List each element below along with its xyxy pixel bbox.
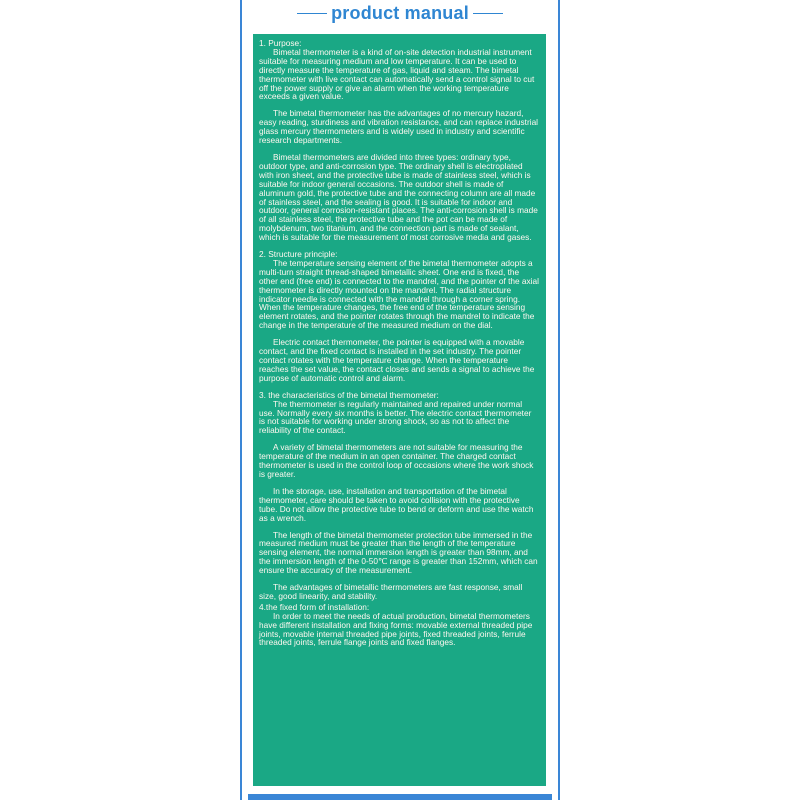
- section-heading-characteristics: 3. the characteristics of the bimetal thermometer:: [259, 389, 439, 400]
- section-heading-purpose: 1. Purpose:: [259, 38, 302, 48]
- page-title: product manual: [331, 2, 469, 23]
- manual-text-panel: [253, 34, 546, 786]
- section-paragraph: In order to meet the needs of actual production, bimetal thermometers have different installation and fixing forms: movable external threaded pipe joints, movable internal threaded pipe joints, fixed threaded joints, ferrule threaded joints, ferrule flange joints and fixed flanges.: [259, 610, 535, 648]
- page-header: [242, 0, 558, 26]
- section-heading-installation: 4.the fixed form of installation:: [259, 601, 370, 612]
- bottom-accent-bar: [248, 794, 552, 800]
- section-paragraph: The thermometer is regularly maintained and repaired under normal use. Normally every six months is better. The electric contact thermometer is not suitable for working under strong shock, so as not to affect the reliability of the contact.: [259, 398, 534, 436]
- section-paragraph: The temperature sensing element of the bimetal thermometer adopts a multi-turn straight thread-shaped bimetallic sheet. One end is fixed, the other end (free end) is connected to the mandrel, and the pointer of the axial thermometer is directly mounted on the mandrel. The radial structure indicator needle is connected with the mandrel through a corner spring. When the temperature changes, the free end of the temperature sensing element rotates, and the pointer rotates through the mandrel to indicate the change in the temperature of the measured medium on the dial.: [259, 257, 542, 331]
- section-paragraph: In the storage, use, installation and transportation of the bimetal thermometer, care should be taken to avoid collision with the protective tube. Do not allow the protective tube to bend or deform and use the watch as a wrench.: [259, 485, 536, 523]
- manual-page: [240, 0, 560, 800]
- section-paragraph: Bimetal thermometer is a kind of on-site detection industrial instrument suitable for measuring medium and low temperature. It can be used to directly measure the temperature of gas, liquid and steam. The bimetal thermometer with live contact can automatically send a control signal to cut off the power supply or give an alarm when the working temperature exceeds a given value.: [259, 46, 537, 102]
- section-paragraph: Electric contact thermometer, the pointer is equipped with a movable contact, and the fixed contact is installed in the set industry. The pointer contact rotates with the temperature change. When the temperature reaches the set value, the contact closes and sends a signal to achieve the purpose of automatic control and alarm.: [259, 337, 537, 383]
- header-rule-right: [473, 13, 503, 14]
- section-paragraph: The advantages of bimetallic thermometers are fast response, small size, good linearity, and stability.: [259, 582, 525, 601]
- section-heading-structure: 2. Structure principle:: [259, 249, 338, 260]
- header-rule-left: [297, 13, 327, 14]
- section-paragraph: The length of the bimetal thermometer protection tube immersed in the measured medium must be greater than the length of the temperature sensing element, the normal immersion length is greater than 98mm, and the immersion length of the 0-50℃ range is greater than 152mm, which can ensure the accuracy of the measurement.: [259, 529, 540, 576]
- section-paragraph: The bimetal thermometer has the advantages of no mercury hazard, easy reading, sturdiness and vibration resistance, and can replace industrial glass mercury thermometers and is widely used in industry and scientific research departments.: [259, 108, 541, 146]
- section-paragraph: A variety of bimetal thermometers are not suitable for measuring the temperature of the medium in an open container. The charged contact thermometer is used in the control loop of occasions where the work shock is greater.: [259, 442, 536, 479]
- section-paragraph: Bimetal thermometers are divided into three types: ordinary type, outdoor type, and anti-corrosion type. The ordinary shell is electroplated with iron sheet, and the protective tube is made of stainless steel, which is suitable for indoor general occasions. The outdoor shell is made of aluminum gold, the protective tube and the connecting column are all made of stainless steel, and the sealing is good. It is suitable for indoor and outdoor, general corrosion-resistant places. The anti-corrosion shell is made of all stainless steel, the protective tube and the pot can be made of molybdenum, two titanium, and the connection part is made of sealant, which is suitable for the measurement of most corrosive media and gases.: [259, 151, 541, 243]
